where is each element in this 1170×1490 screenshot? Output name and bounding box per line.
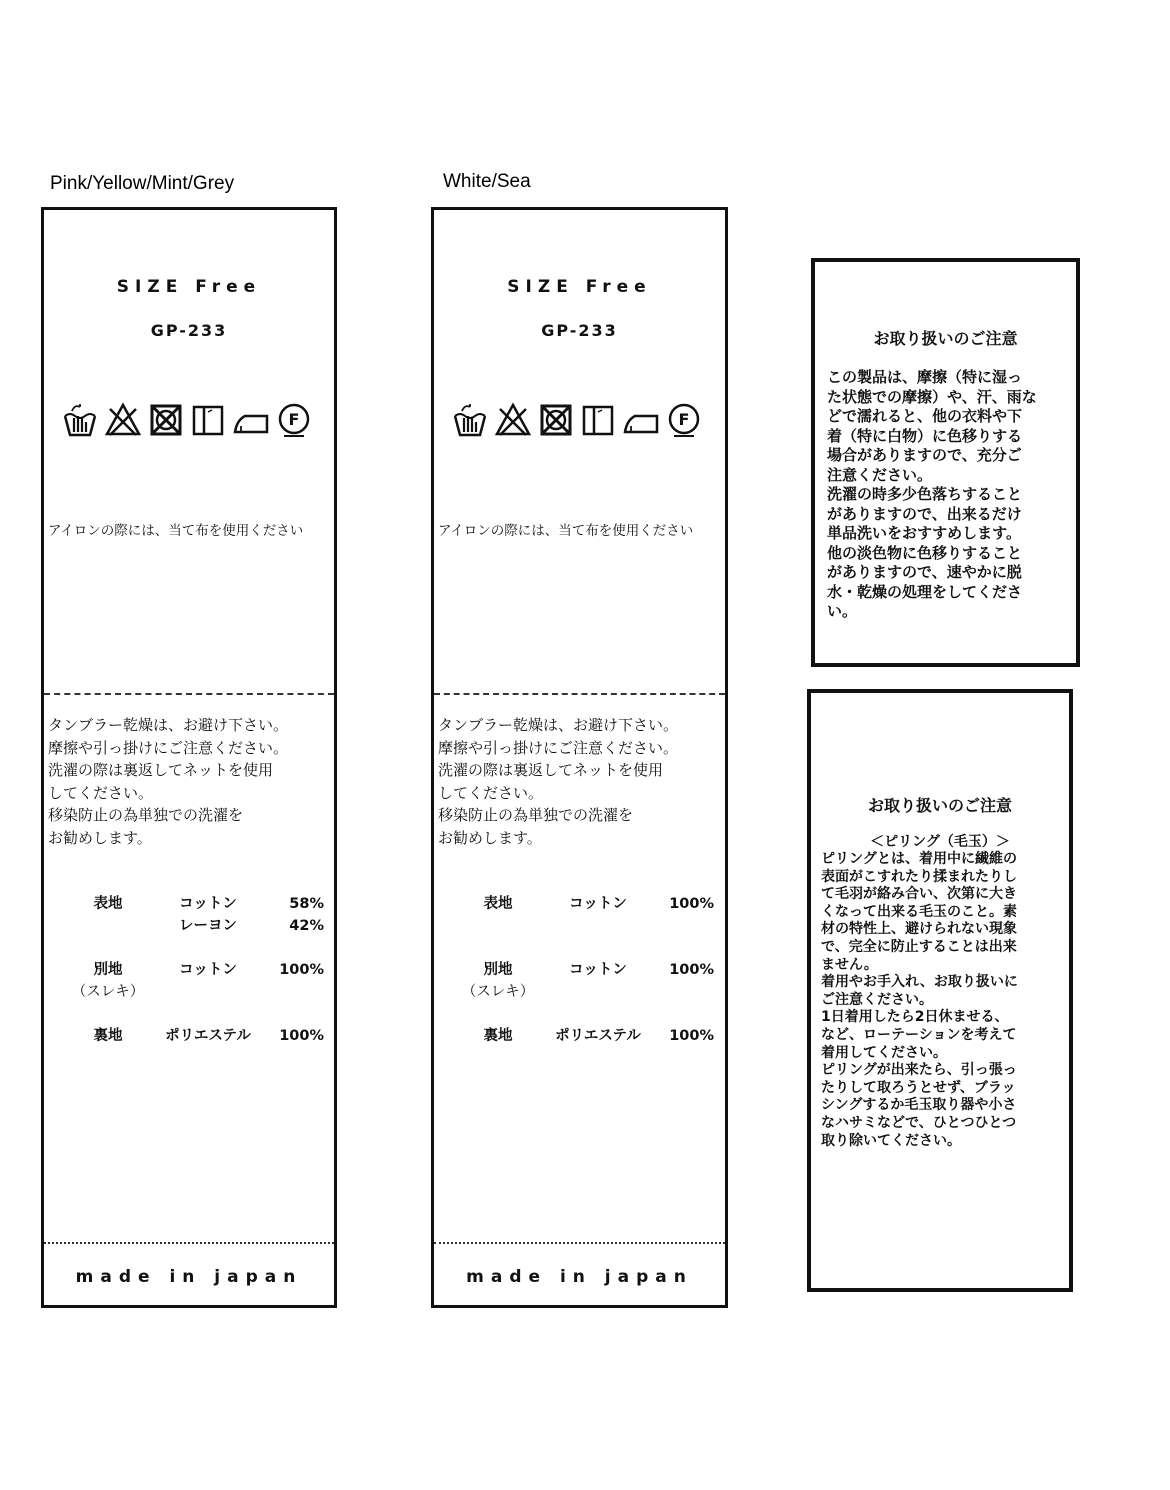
care-line: タンブラー乾燥は、お避け下さい。 <box>48 716 289 734</box>
care-line: タンブラー乾燥は、お避け下さい。 <box>438 716 679 734</box>
notice-line: で、完全に防止することは出来 <box>821 938 1017 955</box>
fabric-row-shell <box>64 893 324 915</box>
care-label-1 <box>41 207 337 1308</box>
svg-text:F: F <box>288 410 300 429</box>
care-line: 洗濯の際は裏返してネットを使用 <box>48 761 274 779</box>
cut-line-bottom <box>434 1242 725 1244</box>
svg-text:F: F <box>678 410 690 429</box>
notice-line: 着用やお手入れ、お取り扱いに <box>821 974 1018 991</box>
notice-line: ご注意ください。 <box>821 991 933 1008</box>
fabric-material: コットン <box>569 962 627 978</box>
care-line: 移染防止の為単独での洗濯を <box>48 806 244 824</box>
fabric-percent: 58% <box>289 896 324 912</box>
cut-line-bottom <box>44 1242 334 1244</box>
fabric-percent: 100% <box>669 896 714 912</box>
notice-line: ピリングとは、着用中に繊維の <box>821 851 1017 867</box>
notice-line: 1日着用したら2日休ませる、 <box>821 1009 1009 1026</box>
handling-notice-pilling <box>807 689 1073 1292</box>
notice-line: 水・乾燥の処理をしてくださ <box>827 582 1023 601</box>
fabric-material: ポリエステル <box>555 1028 641 1044</box>
notice-subtitle: ＜ピリング（毛玉）＞ <box>870 834 1010 850</box>
fabric-table <box>64 893 324 1047</box>
fabric-material: コットン <box>179 896 237 912</box>
notice-line: 材の特性上、避けられない現象 <box>821 921 1017 938</box>
fabric-part: 裏地 <box>93 1028 123 1044</box>
fabric-row-shell <box>454 893 714 915</box>
notice-line: 他の淡色物に色移りすること <box>827 543 1023 562</box>
fabric-row-lining <box>64 1025 324 1047</box>
notice-line: など、ローテーションを考えて <box>821 1026 1017 1043</box>
notice-body <box>821 851 1061 1150</box>
notice-line: くなって出来る毛玉のこと。素 <box>821 903 1017 920</box>
fabric-material: ポリエステル <box>165 1028 251 1044</box>
fabric-part: 表地 <box>93 896 123 912</box>
care-line: してください。 <box>48 783 154 802</box>
fabric-material: コットン <box>569 896 627 912</box>
care-label-2 <box>431 207 728 1308</box>
fabric-material: レーヨン <box>179 918 237 934</box>
care-icons <box>452 400 702 440</box>
notice-line: て毛羽が絡み合い、次第に大き <box>821 886 1017 903</box>
notice-line: 洗濯の時多少色落ちすること <box>827 485 1023 503</box>
notice-line: い。 <box>827 602 858 620</box>
care-line: 移染防止の為単独での洗濯を <box>438 806 634 824</box>
size-text: SIZE Free <box>116 277 262 297</box>
care-line: お勧めします。 <box>48 828 152 847</box>
fabric-percent: 42% <box>289 918 324 934</box>
iron-note: アイロンの際には、当て布を使用ください <box>438 523 694 539</box>
fabric-part: 別地 <box>93 962 123 978</box>
notice-line: がありますので、出来るだけ <box>827 504 1022 523</box>
product-code: GP-233 <box>150 321 228 340</box>
no-tumble-dry-icon <box>148 402 184 438</box>
fabric-percent: 100% <box>669 1028 714 1044</box>
notice-line: 単品洗いをおすすめします。 <box>827 524 1021 542</box>
fabric-part: 表地 <box>483 896 513 912</box>
iron-note: アイロンの際には、当て布を使用ください <box>48 523 304 539</box>
notice-line: ません。 <box>821 956 878 973</box>
notice-line: 表面がこすれたり揉まれたりし <box>821 868 1017 885</box>
fabric-table <box>454 893 714 1047</box>
handling-notice-colorfast <box>811 258 1080 667</box>
care-icons <box>62 400 312 440</box>
fabric-row-pocket <box>64 959 324 981</box>
notice-line: 場合がありますので、充分ご <box>827 446 1022 464</box>
care-line: お勧めします。 <box>438 828 542 847</box>
notice-title: お取り扱いのご注意 <box>873 329 1018 348</box>
notice-line: た状態での摩擦）や、汗、雨な <box>827 387 1037 406</box>
notice-line: 注意ください。 <box>827 465 933 484</box>
notice-line: この製品は、摩擦（特に湿っ <box>827 368 1023 386</box>
notice-line: シングするか毛玉取り器や小さ <box>821 1097 1017 1114</box>
care-line: 摩擦や引っ掛けにご注意ください。 <box>438 738 679 757</box>
fabric-percent: 100% <box>279 962 324 978</box>
care-line: 洗濯の際は裏返してネットを使用 <box>438 761 664 779</box>
caption-colors-pink: Pink/Yellow/Mint/Grey <box>50 173 235 194</box>
iron-low-icon <box>233 402 269 438</box>
dry-clean-f-icon <box>666 402 702 438</box>
caption-colors-white: White/Sea <box>443 171 531 192</box>
care-instructions <box>48 714 288 849</box>
iron-low-icon <box>623 402 659 438</box>
notice-line: 着用してください。 <box>821 1044 947 1061</box>
made-in-text: made in japan <box>466 1267 693 1287</box>
care-instructions <box>438 714 678 849</box>
fabric-part-sub: （スレキ） <box>461 984 535 1000</box>
cut-line <box>44 693 334 695</box>
hand-wash-30-icon <box>62 402 98 438</box>
care-line: してください。 <box>438 783 544 802</box>
fabric-part-sub: （スレキ） <box>71 984 145 1000</box>
no-tumble-dry-icon <box>538 402 574 438</box>
fabric-material: コットン <box>179 962 237 978</box>
fabric-percent: 100% <box>669 962 714 978</box>
notice-line: どで濡れると、他の衣料や下 <box>827 407 1023 425</box>
fabric-row-shell-2 <box>64 915 324 937</box>
fabric-part: 裏地 <box>483 1028 513 1044</box>
notice-line: たりして取ろうとせず、ブラッ <box>821 1079 1016 1096</box>
fabric-row-lining <box>454 1025 714 1047</box>
fabric-row-pocket <box>454 959 714 981</box>
notice-line: がありますので、速やかに脱 <box>827 563 1022 581</box>
size-text: SIZE Free <box>507 277 652 297</box>
fabric-percent: 100% <box>279 1028 324 1044</box>
notice-title: お取り扱いのご注意 <box>867 796 1012 815</box>
no-bleach-icon <box>495 402 531 438</box>
notice-body <box>827 368 1064 622</box>
notice-line: 取り除いてください。 <box>821 1132 961 1149</box>
care-line: 摩擦や引っ掛けにご注意ください。 <box>48 738 289 757</box>
hand-wash-30-icon <box>452 402 488 438</box>
no-bleach-icon <box>105 402 141 438</box>
line-dry-icon <box>190 402 226 438</box>
notice-line: なハサミなどで、ひとつひとつ <box>821 1114 1017 1131</box>
notice-line: 着（特に白物）に色移りする <box>827 426 1023 445</box>
line-dry-icon <box>580 402 616 438</box>
cut-line <box>434 693 725 695</box>
fabric-part: 別地 <box>483 962 513 978</box>
made-in-text: made in japan <box>75 1267 303 1287</box>
notice-line: ピリングが出来たら、引っ張っ <box>821 1062 1017 1079</box>
dry-clean-f-icon <box>276 402 312 438</box>
product-code: GP-233 <box>541 321 618 340</box>
